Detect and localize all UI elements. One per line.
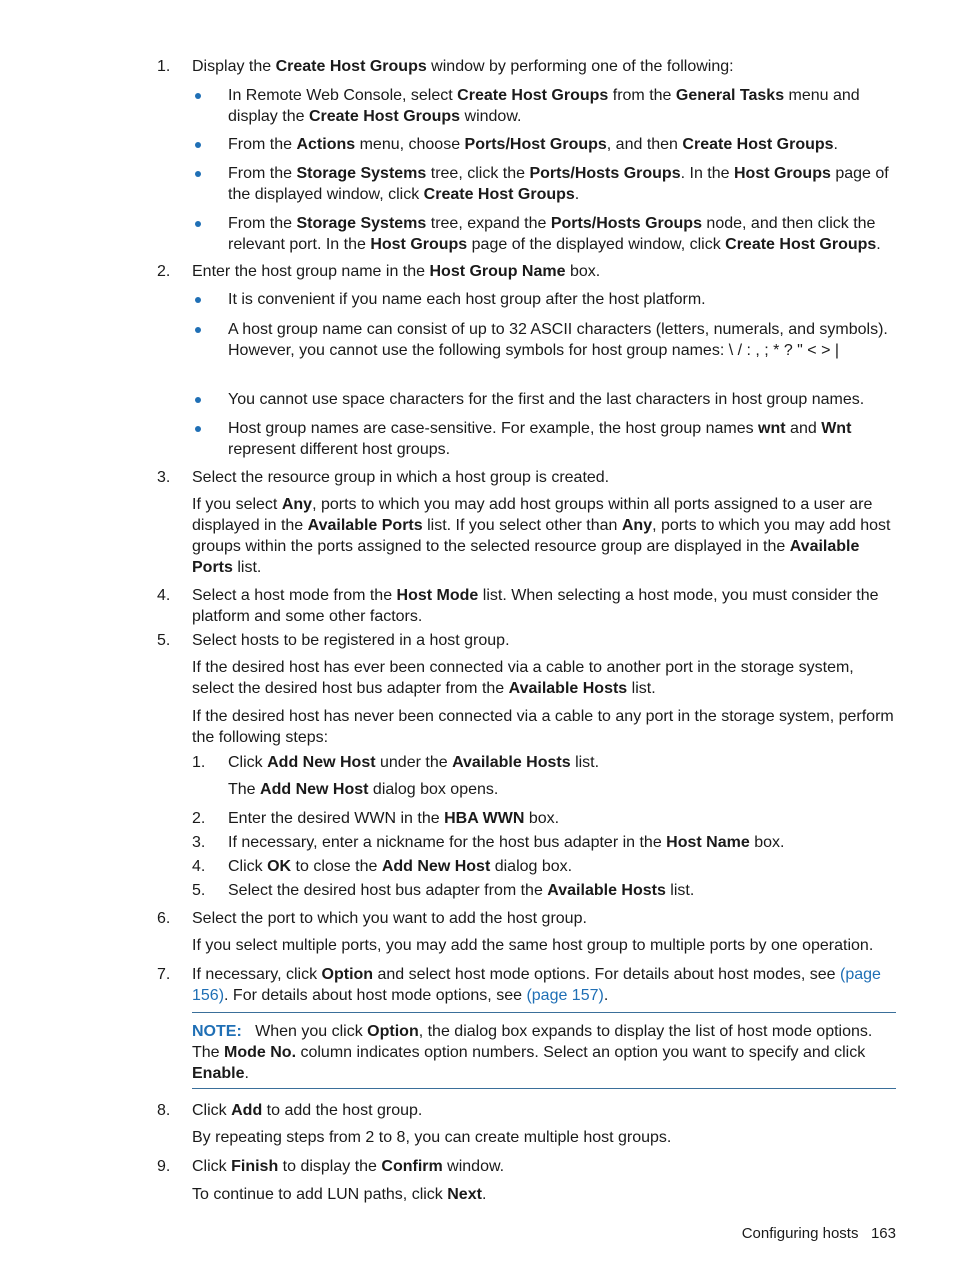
step-text: Click Finish to display the Confirm window. [192,1158,505,1175]
step-text: Select a host mode from the Host Mode list. When selecting a host mode, you must consider the platform and some other factors. [192,587,879,625]
step-number: 3. [157,469,171,486]
step-number: 4. [157,587,171,604]
page-footer [742,1223,896,1244]
note-top-rule [192,1012,896,1013]
step-paragraph: If you select multiple ports, you may add the same host group to multiple ports by one operation. [192,937,874,954]
bullet-text: From the Actions menu, choose Ports/Host Groups, and then Create Host Groups. [228,136,838,153]
bullet-icon [195,171,201,177]
bullet-icon [195,297,201,303]
note-label: NOTE: [192,1023,242,1040]
substep-number: 2. [192,810,206,827]
bullet-text: A host group name can consist of up to 32 ASCII characters (letters, numerals, and symbols). However, you cannot use the following symbols for host group names: \ / : , ; * ? " < > | [228,321,888,359]
page-link[interactable]: (page 157) [526,987,604,1004]
page-link[interactable]: (page 156) [192,966,881,1004]
step-number: 6. [157,910,171,927]
bullet-text: You cannot use space characters for the first and the last characters in host group names. [228,391,865,408]
step-text: If necessary, click Option and select host mode options. For details about host modes, see (page 156). For details about host mode options, see (page 157). [192,966,881,1004]
step-number: 5. [157,632,171,649]
step-text: Select the resource group in which a host group is created. [192,469,610,486]
bullet-text: It is convenient if you name each host group after the host platform. [228,291,706,308]
bullet-text: From the Storage Systems tree, expand the Ports/Hosts Groups node, and then click the relevant port. In the Host Groups page of the displayed window, click Create Host Groups. [228,215,881,253]
substep-number: 1. [192,754,206,771]
bullet-text: From the Storage Systems tree, click the Ports/Hosts Groups. In the Host Groups page of the displayed window, click Create Host Groups. [228,165,889,203]
step-number: 7. [157,966,171,983]
note-box: NOTE: When you click Option, the dialog box expands to display the list of host mode options. The Mode No. column indicates option numbers. Select an option you want to specify and click Enable. [192,1023,873,1082]
substep-number: 3. [192,834,206,851]
substep-paragraph: The Add New Host dialog box opens. [228,781,499,798]
substep-text: Enter the desired WWN in the HBA WWN box. [228,810,560,827]
step-number: 9. [157,1158,171,1175]
page-number: 163 [870,1225,896,1242]
bullet-icon [195,327,201,333]
step-text: Enter the host group name in the Host Group Name box. [192,263,601,280]
substep-text: Click Add New Host under the Available Hosts list. [228,754,600,771]
step-paragraph: If you select Any, ports to which you may add host groups within all ports assigned to a user are displayed in the Available Ports list. If you select other than Any, ports to which you may add host groups within the ports assigned to the selected resource group are displayed in the Available Ports list. [192,496,891,576]
step-paragraph: If the desired host has ever been connected via a cable to another port in the storage system, select the desired host bus adapter from the Available Hosts list. [192,659,854,697]
step-paragraph: To continue to add LUN paths, click Next. [192,1186,487,1203]
bullet-icon [195,142,201,148]
step-text: Display the Create Host Groups window by performing one of the following: [192,58,734,75]
step-number: 1. [157,58,171,75]
step-text: Select the port to which you want to add the host group. [192,910,587,927]
bullet-icon [195,221,201,227]
bullet-icon [195,397,201,403]
substep-text: If necessary, enter a nickname for the host bus adapter in the Host Name box. [228,834,785,851]
step-text: Click Add to add the host group. [192,1102,423,1119]
bullet-text: Host group names are case-sensitive. For example, the host group names wnt and Wnt represent different host groups. [228,420,852,458]
step-paragraph: By repeating steps from 2 to 8, you can create multiple host groups. [192,1129,672,1146]
step-number: 2. [157,263,171,280]
bullet-text: In Remote Web Console, select Create Host Groups from the General Tasks menu and display the Create Host Groups window. [228,87,860,125]
note-bottom-rule [192,1088,896,1089]
bullet-icon [195,426,201,432]
step-text: Select hosts to be registered in a host group. [192,632,510,649]
step-number: 8. [157,1102,171,1119]
step-paragraph: If the desired host has never been connected via a cable to any port in the storage system, perform the following steps: [192,708,894,746]
substep-text: Select the desired host bus adapter from the Available Hosts list. [228,882,695,899]
substep-number: 5. [192,882,206,899]
bullet-icon [195,93,201,99]
substep-text: Click OK to close the Add New Host dialog box. [228,858,573,875]
substep-number: 4. [192,858,206,875]
footer-section: Configuring hosts [741,1225,859,1242]
